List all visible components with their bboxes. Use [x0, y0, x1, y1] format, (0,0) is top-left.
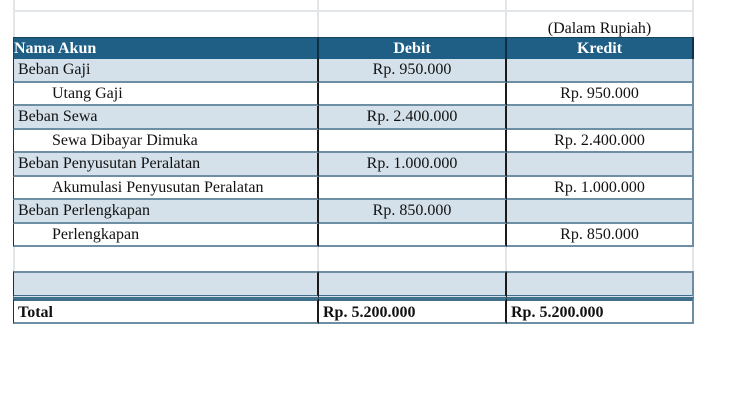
debit-cell	[319, 83, 507, 107]
spacer-row	[13, 0, 694, 10]
debit-cell	[319, 130, 507, 154]
total-row	[13, 298, 694, 324]
header-account: Nama Akun	[13, 37, 319, 59]
account-cell: Perlengkapan	[13, 224, 319, 248]
debit-cell: Rp. 1.000.000	[319, 153, 507, 177]
table-row	[13, 177, 694, 201]
header-credit: Kredit	[507, 37, 694, 59]
empty-cell	[13, 10, 319, 37]
credit-cell: Rp. 1.000.000	[507, 177, 694, 201]
unit-note: (Dalam Rupiah)	[507, 10, 694, 37]
table-row	[13, 59, 694, 83]
empty-cell	[507, 0, 694, 10]
table-header	[13, 37, 694, 59]
empty-cell	[319, 271, 507, 298]
empty-cell	[13, 0, 319, 10]
credit-cell	[507, 153, 694, 177]
table-row	[13, 224, 694, 248]
debit-cell	[319, 224, 507, 248]
debit-cell: Rp. 2.400.000	[319, 106, 507, 130]
account-cell: Sewa Dibayar Dimuka	[13, 130, 319, 154]
account-cell: Utang Gaji	[13, 83, 319, 107]
account-cell: Akumulasi Penyusutan Peralatan	[13, 177, 319, 201]
spacer-row	[13, 247, 694, 271]
credit-cell: Rp. 850.000	[507, 224, 694, 248]
table-row	[13, 83, 694, 107]
empty-cell	[319, 10, 507, 37]
table-row	[13, 200, 694, 224]
table-row	[13, 106, 694, 130]
empty-cell	[507, 247, 694, 271]
total-label: Total	[13, 298, 319, 324]
journal-sheet	[13, 0, 694, 324]
unit-note-row	[13, 10, 694, 37]
debit-cell	[319, 177, 507, 201]
empty-cell	[507, 271, 694, 298]
empty-cell	[13, 271, 319, 298]
account-cell: Beban Sewa	[13, 106, 319, 130]
credit-cell: Rp. 2.400.000	[507, 130, 694, 154]
credit-cell: Rp. 950.000	[507, 83, 694, 107]
total-debit: Rp. 5.200.000	[319, 298, 507, 324]
table-row	[13, 153, 694, 177]
blank-row	[13, 271, 694, 298]
empty-cell	[13, 247, 319, 271]
account-cell: Beban Gaji	[13, 59, 319, 83]
header-debit: Debit	[319, 37, 507, 59]
account-cell: Beban Penyusutan Peralatan	[13, 153, 319, 177]
debit-cell: Rp. 850.000	[319, 200, 507, 224]
account-cell: Beban Perlengkapan	[13, 200, 319, 224]
credit-cell	[507, 200, 694, 224]
empty-cell	[319, 0, 507, 10]
credit-cell	[507, 59, 694, 83]
debit-cell: Rp. 950.000	[319, 59, 507, 83]
total-credit: Rp. 5.200.000	[507, 298, 694, 324]
table-row	[13, 130, 694, 154]
empty-cell	[319, 247, 507, 271]
credit-cell	[507, 106, 694, 130]
